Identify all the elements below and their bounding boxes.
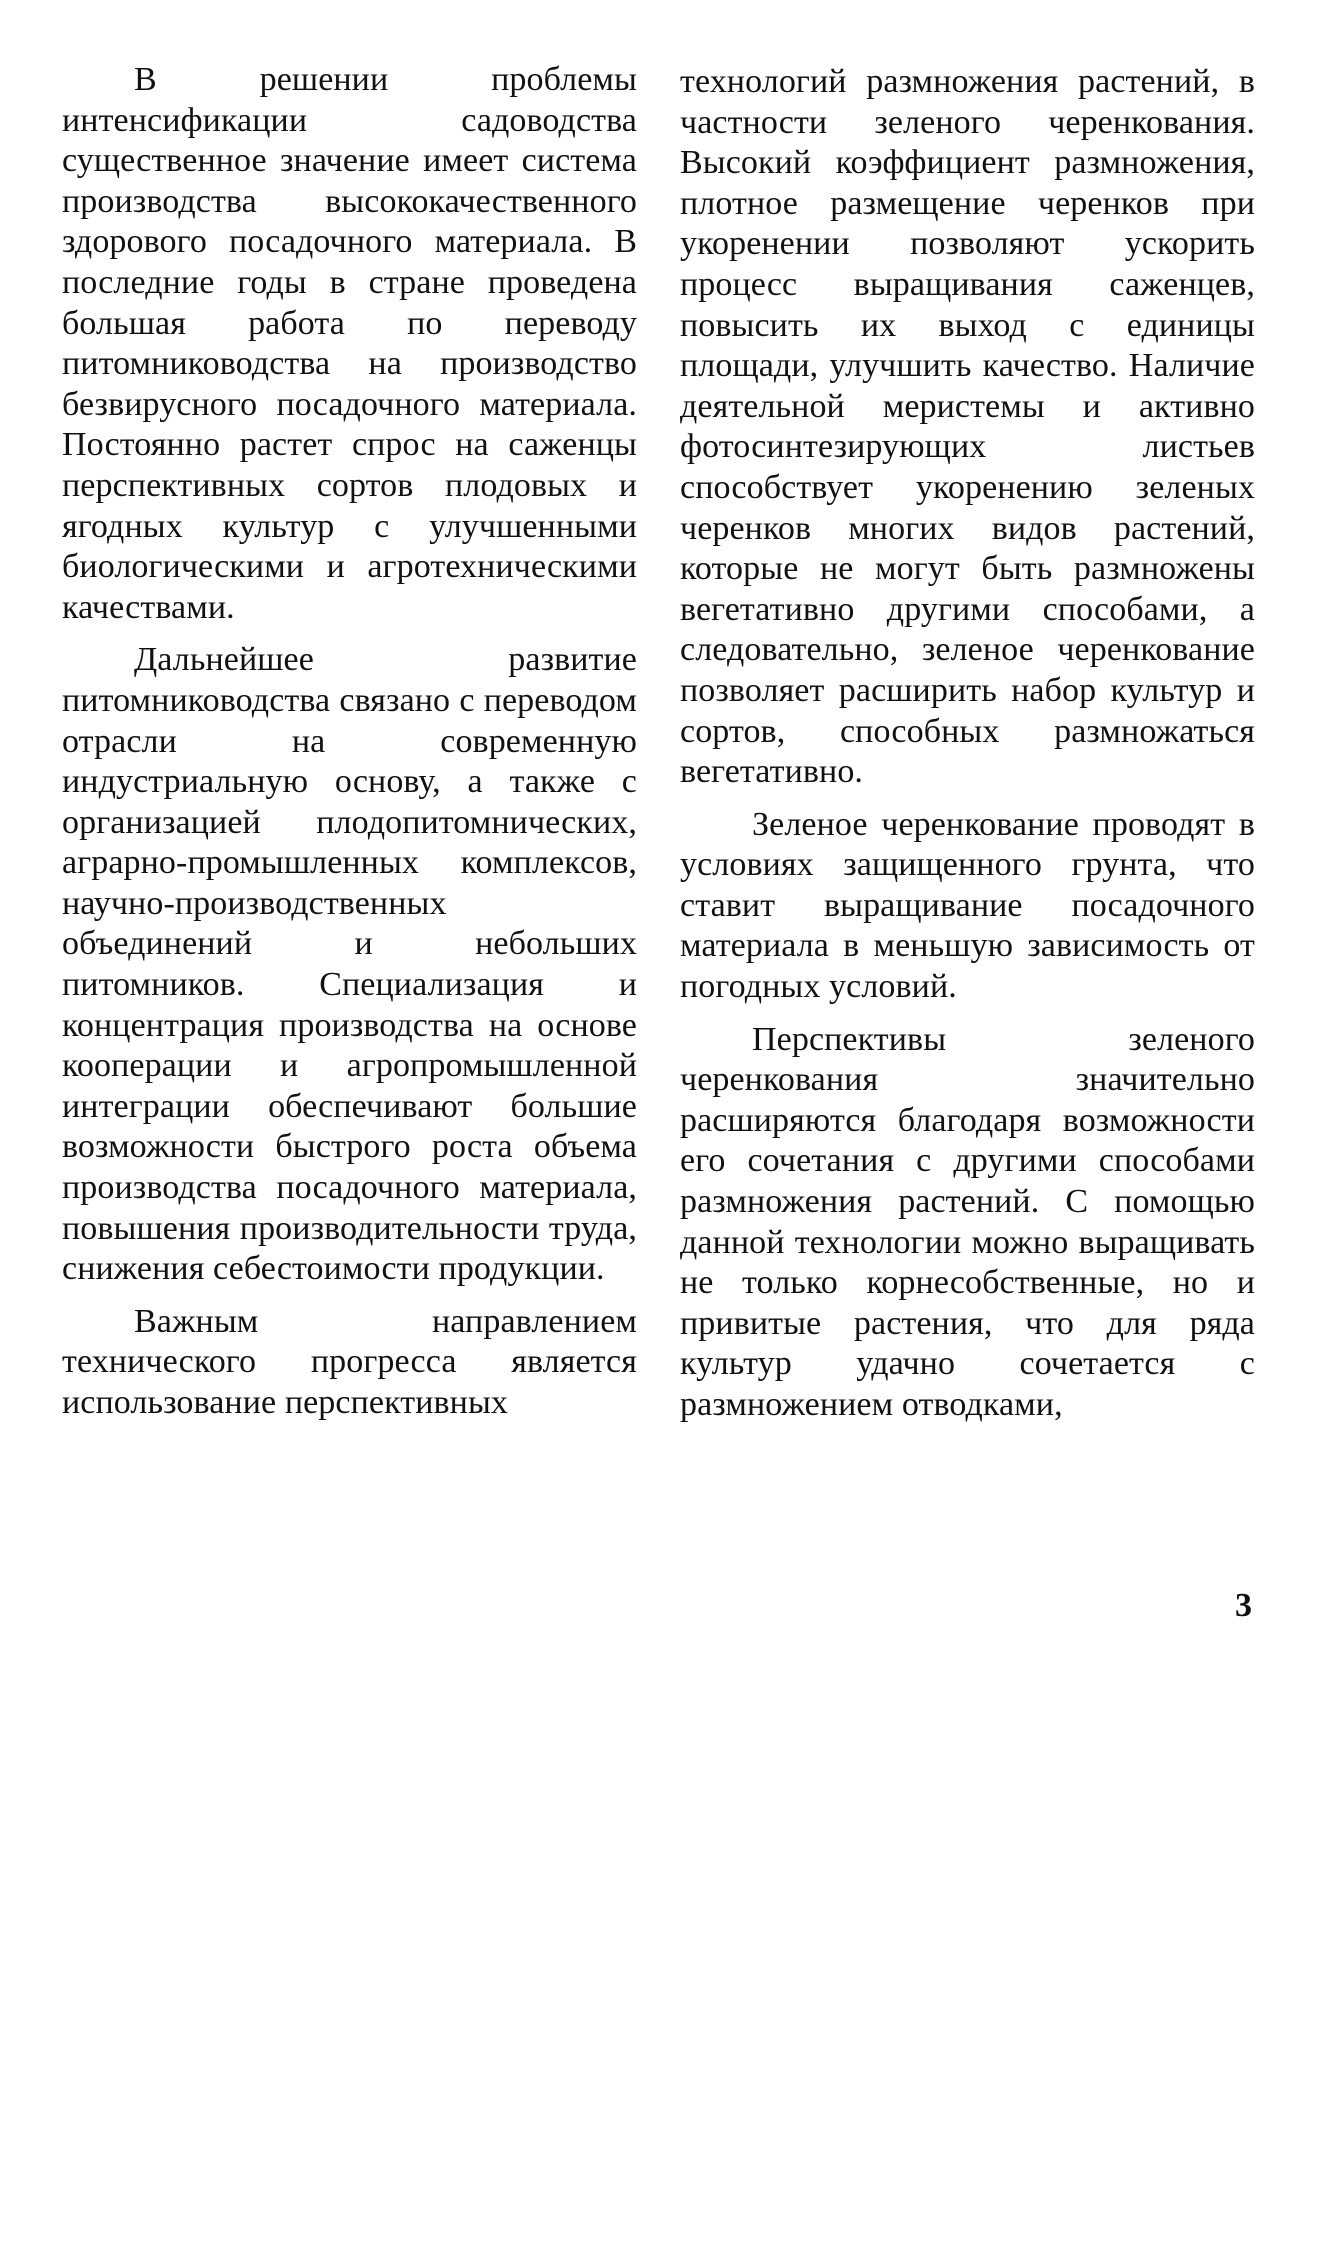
paragraph-technical-progress: Важным направлением технического прогресса является использование перспективных [62, 1302, 637, 1421]
paragraph-perspectives: Перспективы зеленого черенкования значительно расширяются благодаря возможности его сочетания с другими способами размножения растений. С помощью данной технологии можно выращивать не только корнесобственные, но и привитые растения, что для ряда культур удачно сочетается с размножением отводками, [680, 1020, 1255, 1423]
paragraph-propagation-technologies: технологий размножения растений, в частности зеленого черенкования. Высокий коэффициент размножения, плотное размещение черенков при укоренении позволяют ускорить процесс выращивания саженцев, повысить их выход с единицы площади, улучшить качество. Наличие деятельной меристемы и активно фотосинтезирующих листьев способствует укоренению зеленых черенков многих видов растений, которые не могут быть размножены вегетативно другими способами, а следовательно, зеленое черенкование позволяет расширить набор культур и сортов, способных размножаться вегетативно. [680, 63, 1255, 791]
paragraph-nursery-development: Дальнейшее развитие питомниководства связано с переводом отрасли на современную индустриальную основу, а также с организацией плодопитомнических, аграрно-промышленных комплексов, научно-производственных объединений и небольших питомников. Специализация и концентрация производства на основе кооперации и агропромышленной интеграции обеспечивают большие возможности быстрого роста объема производства посадочного материала, повышения производительности труда, снижения себестоимости продукции. [62, 641, 637, 1288]
paragraph-intensification: В решении проблемы интенсификации садоводства существенное значение имеет система производства высококачественного здорового посадочного материала. В последние годы в стране проведена большая работа по переводу питомниководства на производство безвирусного посадочного материала. Постоянно растет спрос на саженцы перспективных сортов плодовых и ягодных культур с улучшенными биологическими и агротехническими качествами. [62, 61, 637, 626]
paragraph-protected-ground: Зеленое черенкование проводят в условиях защищенного грунта, что ставит выращивание посадочного материала в меньшую зависимость от погодных условий. [680, 805, 1255, 1006]
left-column [62, 60, 637, 1436]
right-column [680, 62, 1255, 1438]
page-number: 3 [1235, 1587, 1252, 1624]
